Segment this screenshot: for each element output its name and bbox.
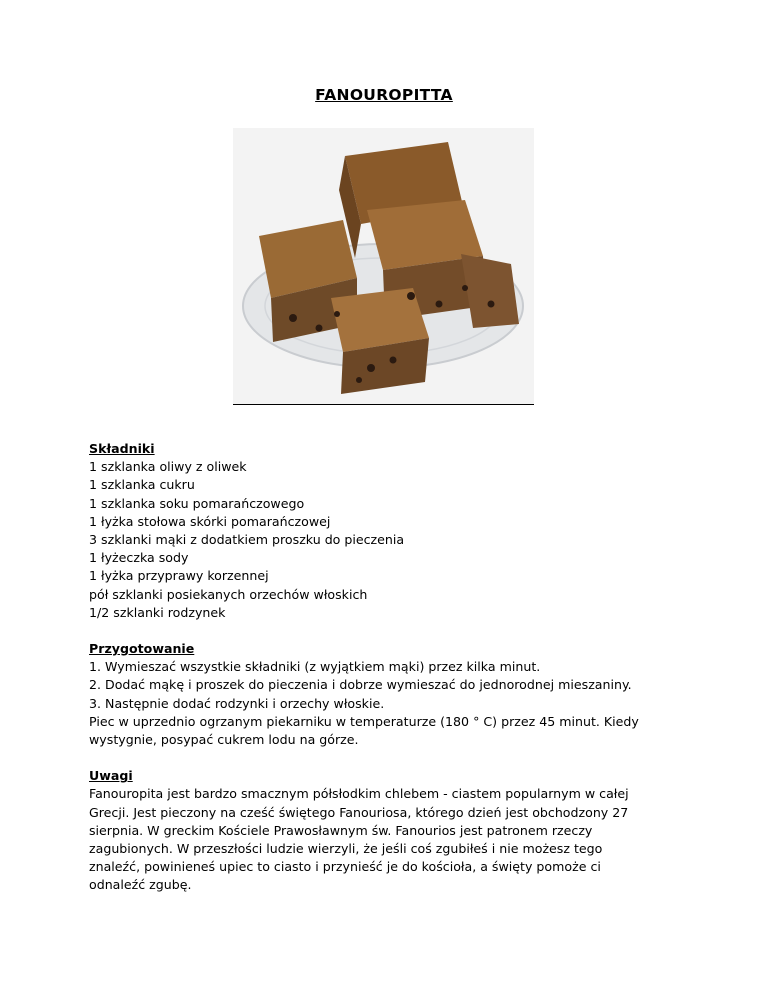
page-title: FANOUROPITTA [315, 86, 453, 104]
preparation-section [89, 640, 689, 749]
notes-line: odnaleźć zgubę. [89, 877, 192, 893]
ingredient-item: 3 szklanki mąki z dodatkiem proszku do pieczenia [89, 532, 405, 548]
cake-photo-icon [233, 128, 534, 404]
baking-instructions: Piec w uprzednio ogrzanym piekarniku w temperaturze (180 ° C) przez 45 minut. Kiedy [89, 713, 639, 729]
preparation-step: 1. Wymieszać wszystkie składniki (z wyjątkiem mąki) przez kilka minut. [89, 659, 541, 675]
notes-heading: Uwagi [89, 768, 133, 784]
ingredient-item: 1 szklanka soku pomarańczowego [89, 495, 305, 511]
ingredient-item: 1 szklanka oliwy z oliwek [89, 459, 247, 475]
preparation-step: 3. Następnie dodać rodzynki i orzechy włoskie. [89, 695, 385, 711]
notes-line: sierpnia. W greckim Kościele Prawosławnym św. Fanourios jest patronem rzeczy [89, 822, 593, 838]
ingredient-item: 1 łyżka stołowa skórki pomarańczowej [89, 513, 331, 529]
notes-line: Grecji. Jest pieczony na cześć świętego Fanouriosa, którego dzień jest obchodzony 27 [89, 804, 629, 820]
preparation-step: 2. Dodać mąkę i proszek do pieczenia i dobrze wymieszać do jednorodnej mieszaniny. [89, 677, 632, 693]
ingredient-item: pół szklanki posiekanych orzechów włoskich [89, 586, 368, 602]
recipe-content [89, 440, 689, 913]
ingredient-item: 1 łyżeczka sody [89, 550, 189, 566]
ingredients-heading: Składniki [89, 441, 155, 456]
notes-section [89, 767, 689, 894]
ingredient-item: 1 łyżka przyprawy korzennej [89, 568, 269, 584]
recipe-photo [233, 128, 534, 405]
notes-line: zagubionych. W przeszłości ludzie wierzyli, że jeśli coś zgubiłeś i nie możesz tego [89, 841, 603, 857]
ingredient-item: 1/2 szklanki rodzynek [89, 604, 226, 620]
ingredients-section [89, 440, 689, 622]
ingredient-item: 1 szklanka cukru [89, 477, 195, 493]
notes-line: Fanouropita jest bardzo smacznym półsłodkim chlebem - ciastem popularnym w całej [89, 786, 629, 802]
preparation-heading: Przygotowanie [89, 641, 195, 657]
notes-line: znaleźć, powinieneś upiec to ciasto i przynieść je do kościoła, a święty pomoże ci [89, 859, 601, 875]
baking-instructions: wystygnie, posypać cukrem lodu na górze. [89, 732, 359, 748]
